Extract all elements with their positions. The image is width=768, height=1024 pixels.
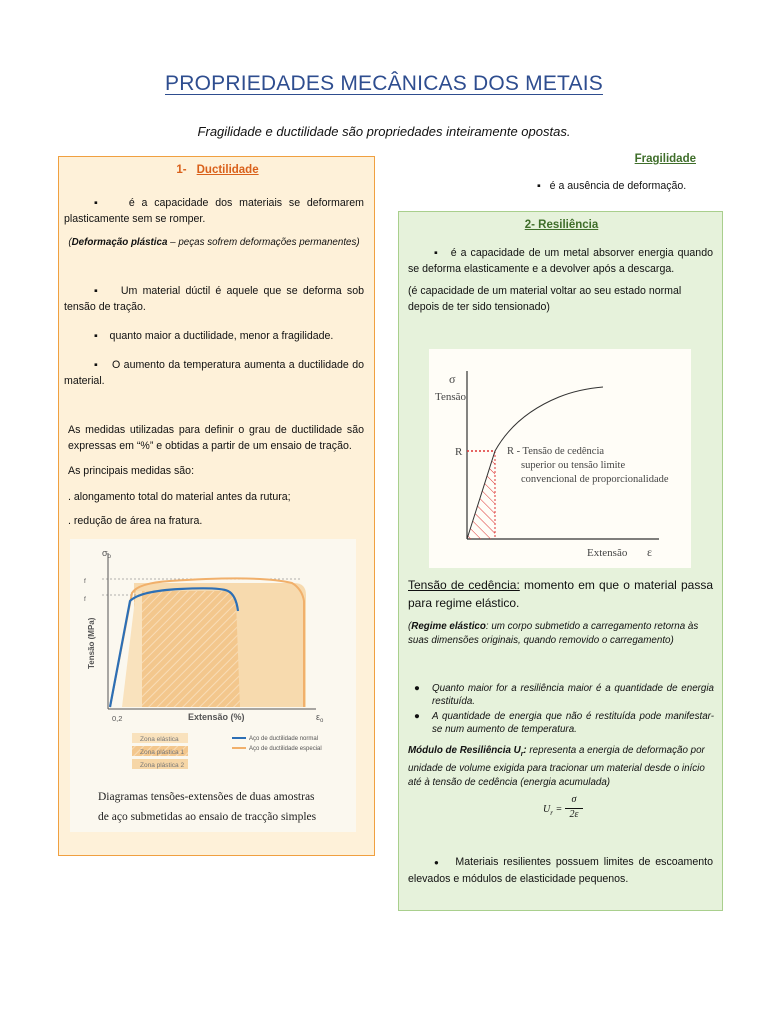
resilience-formula: $U_r$ = σ 2ε — [543, 796, 603, 822]
ductility-definition: ▪ é a capacidade dos materiais se deformarem plasticamente sem se romper. — [64, 195, 364, 227]
resilience-figure — [429, 349, 691, 568]
figure-caption-line1: Diagramas tensões-extensões de duas amostras — [98, 791, 315, 803]
r-desc-line1: R - Tensão de cedência — [507, 446, 605, 457]
dot-bullet-icon: ● — [414, 683, 420, 694]
bullet-icon — [434, 247, 439, 259]
sigma-label: σ — [449, 372, 456, 386]
main-measures-text: As principais medidas são: — [68, 465, 195, 477]
bullet-icon — [94, 330, 98, 342]
bullet-icon — [94, 197, 102, 209]
dot-bullet-icon: ● — [414, 711, 420, 722]
ductility-heading: 1- Ductilidade — [176, 164, 259, 176]
tensao-label: Tensão — [435, 391, 466, 403]
ductility-box — [58, 156, 375, 856]
x-axis-label: Extensão (%) — [188, 712, 245, 722]
measure-area-reduction: . redução de área na fratura. — [68, 515, 203, 527]
r-desc-line2: superior ou tensão limite — [521, 460, 626, 471]
ductile-material-text: ▪ Um material dúctil é aquele que se deforma sob tensão de tração. — [64, 283, 364, 315]
svg-text:Aço de ductilidade especial: Aço de ductilidade especial — [249, 746, 322, 752]
extensao-label: Extensão — [587, 547, 628, 559]
cedencia-text: Tensão de cedência: momento em que o material passa para regime elástico. — [408, 578, 713, 610]
resilience-note: (é capacidade de um material voltar ao seu estado normal depois de ter sido tensionado) — [408, 285, 682, 313]
fragility-heading: Fragilidade — [634, 153, 696, 165]
bullet-icon — [94, 285, 100, 297]
measure-elongation: . alongamento total do material antes da rutura; — [68, 491, 291, 503]
r-desc-line3: convencional de proporcionalidade — [521, 474, 669, 485]
resilience-heading: 2- Resiliência — [524, 219, 599, 231]
epsilon-label: ε — [647, 545, 653, 559]
page-subtitle: Fragilidade e ductilidade são propriedades inteiramente opostas. — [197, 124, 571, 139]
resilience-definition: ▪ é a capacidade de um metal absorver energia quando se deforma elasticamente e a devolver após a descarga. — [408, 245, 713, 277]
svg-text:Aço de ductilidade normal: Aço de ductilidade normal — [249, 736, 319, 742]
dot-bullet-icon: ● — [434, 858, 441, 867]
epsilon-label: $\varepsilon_o$ — [316, 712, 324, 724]
bullet-icon — [537, 180, 541, 192]
resilience-box — [398, 211, 723, 911]
temperature-text: ▪ O aumento da temperatura aumenta a ductilidade do material. — [64, 357, 364, 389]
sigma-label: $\sigma_o$ — [102, 548, 111, 560]
y-axis-label: Tensão (MPa) — [87, 617, 96, 669]
plastic-deformation-note: (Deformação plástica – peças sofrem deformações permanentes) — [68, 237, 360, 248]
tick-0-2: 0,2 — [112, 714, 123, 723]
resilience-bullet-2: ● A quantidade de energia que não é restituída pode manifestar-se num aumento de temperatura. — [414, 711, 714, 735]
page-title: PROPRIEDADES MECÂNICAS DOS METAIS — [165, 72, 603, 95]
ductility-fragility-text: ▪ quanto maior a ductilidade, menor a fragilidade. — [64, 328, 364, 344]
regime-elastico-text: (Regime elástico: um corpo submetido a carregamento retorna às suas dimensões originais, quando removido o carregamento) — [408, 621, 699, 646]
figure-caption-line2: de aço submetidas ao ensaio de tracção simples — [98, 811, 317, 823]
resilience-bullet-3: ● Materiais resilientes possuem limites de escoamento elevados e módulos de elasticidade pequenos. — [408, 856, 713, 885]
r-label: R — [455, 446, 463, 458]
modulo-resiliencia-text: Módulo de Resiliência $U_r$: representa a energia de deformação por unidade de volume exigida para tracionar um material desde o início até à tensão de cedência (energia acumulada) — [408, 745, 705, 788]
measures-text: As medidas utilizadas para definir o grau de ductilidade são expressas em “%” e obtidas a partir de um ensaio de tração. — [68, 424, 364, 452]
bullet-icon — [94, 359, 98, 371]
svg-text:Zona plástica 1: Zona plástica 1 — [140, 749, 185, 756]
fragility-text: ▪ é a ausência de deformação. — [537, 178, 737, 194]
svg-text:Zona elástica: Zona elástica — [140, 736, 179, 743]
svg-text:Zona plástica 2: Zona plástica 2 — [140, 762, 185, 769]
stress-strain-figure — [70, 539, 356, 832]
fyk-tick: f — [84, 596, 86, 603]
fet-tick: f — [84, 578, 86, 585]
resilience-bullet-1: ● Quanto maior for a resiliência maior é a quantidade de energia restituída. — [414, 683, 714, 707]
